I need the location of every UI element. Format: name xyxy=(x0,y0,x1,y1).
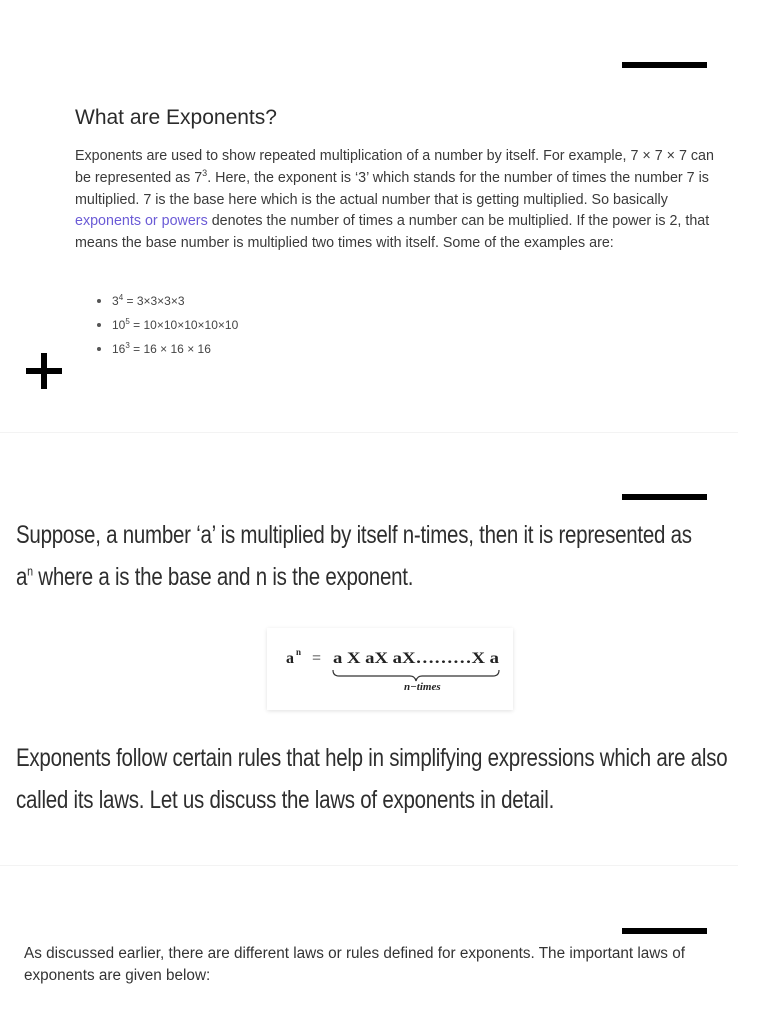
formula-rhs: a X aX aX………X a xyxy=(333,650,499,667)
laws-paragraph: As discussed earlier, there are different laws or rules defined for exponents. The important laws of exponents are given below: xyxy=(24,945,685,984)
formula-underbrace-label: n−times xyxy=(404,681,441,693)
formula-lhs-exp: n xyxy=(296,647,302,657)
plus-icon[interactable] xyxy=(26,353,62,389)
formula-equals: = xyxy=(312,650,322,667)
section-divider xyxy=(0,432,738,433)
formula-image xyxy=(267,628,513,710)
definition-line-2: $a^n$ where a is the base and n is the exponent. xyxy=(16,563,414,591)
minus-icon[interactable] xyxy=(622,928,707,934)
minus-icon[interactable] xyxy=(622,62,707,68)
intro-paragraph: Exponents are used to show repeated multiplication of a number by itself. For example, 7 × 7 × 7 can be represented as $7^3$. Here, the exponent is ‘3’ which stands for the number of times the number 7 is multiplied. 7 is the base here which is the actual number that is getting multiplied. So basically exponents or powers denotes the number of times a number can be multiplied. If the power is 2, that means the base number is multiplied two times with itself. Some of the examples are: xyxy=(75,148,714,252)
laws-intro-line-2: called its laws. Let us discuss the laws of exponents in detail. xyxy=(16,786,555,814)
list-item: $16^3 = 16 \times 16 \times 16$ xyxy=(112,340,238,364)
formula-lhs-base: a xyxy=(286,650,294,667)
laws-intro-line-1: Exponents follow certain rules that help in simplifying expressions which are also xyxy=(16,744,728,772)
definition-line-1: Suppose, a number ‘a’ is multiplied by itself n-times, then it is represented as xyxy=(16,521,692,549)
exponents-link[interactable]: exponents or powers xyxy=(75,213,208,230)
section-title: What are Exponents? xyxy=(75,106,277,129)
list-item: $10^5 = 10\times 10\times 10\times 10\times 10$ xyxy=(112,316,238,340)
list-item: $3^4 = 3\times 3\times 3\times 3$ xyxy=(112,292,238,316)
formula-underbrace xyxy=(333,670,499,681)
examples-list xyxy=(112,292,238,364)
formula-graphic xyxy=(267,628,513,710)
section-divider xyxy=(0,865,738,866)
minus-icon[interactable] xyxy=(622,494,707,500)
